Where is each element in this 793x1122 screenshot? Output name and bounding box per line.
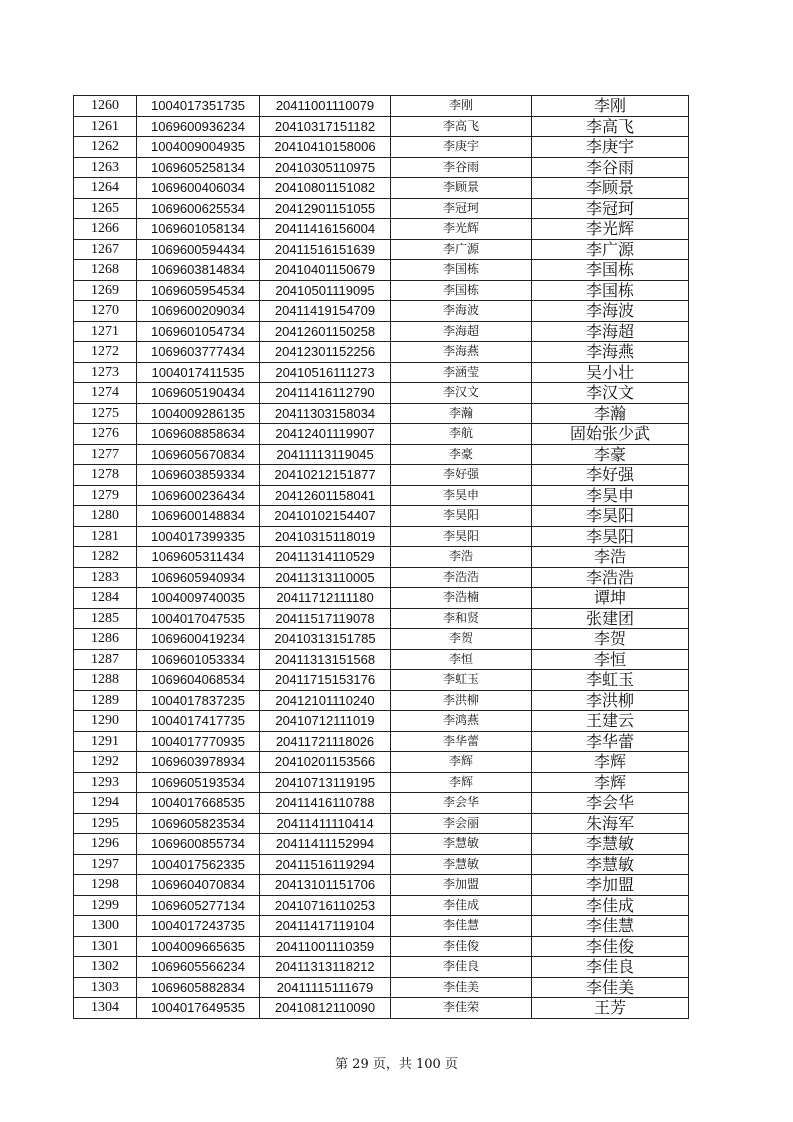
seq-cell: 1266	[74, 219, 137, 240]
id-cell: 1004017411535	[137, 362, 260, 383]
name-cell: 李航	[391, 424, 532, 445]
code-cell: 20412601150258	[260, 321, 391, 342]
id-cell: 1004009740035	[137, 588, 260, 609]
table-row	[74, 342, 689, 363]
signature-cell: 李佳良	[532, 957, 689, 978]
id-cell: 1004009286135	[137, 403, 260, 424]
name-cell: 李和贤	[391, 608, 532, 629]
code-cell: 20410713119195	[260, 772, 391, 793]
id-cell: 1004017243735	[137, 916, 260, 937]
seq-cell: 1279	[74, 485, 137, 506]
seq-cell: 1293	[74, 772, 137, 793]
seq-cell: 1271	[74, 321, 137, 342]
seq-cell: 1283	[74, 567, 137, 588]
code-cell: 20411417119104	[260, 916, 391, 937]
name-cell: 李刚	[391, 96, 532, 117]
seq-cell: 1274	[74, 383, 137, 404]
name-cell: 李顾景	[391, 178, 532, 199]
signature-cell: 李豪	[532, 444, 689, 465]
name-cell: 李贺	[391, 629, 532, 650]
id-cell: 1069605954534	[137, 280, 260, 301]
code-cell: 20410315118019	[260, 526, 391, 547]
id-cell: 1069600855734	[137, 834, 260, 855]
name-cell: 李慧敏	[391, 834, 532, 855]
seq-cell: 1303	[74, 977, 137, 998]
signature-cell: 李洪柳	[532, 690, 689, 711]
signature-cell: 李光辉	[532, 219, 689, 240]
code-cell: 20413101151706	[260, 875, 391, 896]
id-cell: 1069600406034	[137, 178, 260, 199]
name-cell: 李佳荣	[391, 998, 532, 1019]
code-cell: 20411416112790	[260, 383, 391, 404]
name-cell: 李庚宇	[391, 137, 532, 158]
table-row	[74, 813, 689, 834]
code-cell: 20411001110359	[260, 936, 391, 957]
signature-cell: 李华蕾	[532, 731, 689, 752]
id-cell: 1069600209034	[137, 301, 260, 322]
id-cell: 1004017351735	[137, 96, 260, 117]
seq-cell: 1300	[74, 916, 137, 937]
signature-cell: 李贺	[532, 629, 689, 650]
code-cell: 20412401119907	[260, 424, 391, 445]
seq-cell: 1278	[74, 465, 137, 486]
code-cell: 20410716110253	[260, 895, 391, 916]
name-cell: 李辉	[391, 772, 532, 793]
code-cell: 20410801151082	[260, 178, 391, 199]
table-row	[74, 178, 689, 199]
name-cell: 李昊申	[391, 485, 532, 506]
signature-cell: 李海燕	[532, 342, 689, 363]
table-row	[74, 280, 689, 301]
table-row	[74, 793, 689, 814]
seq-cell: 1288	[74, 670, 137, 691]
id-cell: 1069603814834	[137, 260, 260, 281]
code-cell: 20410401150679	[260, 260, 391, 281]
signature-cell: 谭坤	[532, 588, 689, 609]
signature-cell: 李虹玉	[532, 670, 689, 691]
id-cell: 1069600236434	[137, 485, 260, 506]
name-cell: 李佳美	[391, 977, 532, 998]
signature-cell: 李佳俊	[532, 936, 689, 957]
name-cell: 李会华	[391, 793, 532, 814]
table-row	[74, 301, 689, 322]
signature-cell: 朱海军	[532, 813, 689, 834]
name-cell: 李辉	[391, 752, 532, 773]
id-cell: 1069601053334	[137, 649, 260, 670]
name-cell: 李国栋	[391, 280, 532, 301]
code-cell: 20411313110005	[260, 567, 391, 588]
signature-cell: 李高飞	[532, 116, 689, 137]
signature-cell: 李佳慧	[532, 916, 689, 937]
seq-cell: 1261	[74, 116, 137, 137]
seq-cell: 1284	[74, 588, 137, 609]
signature-cell: 李辉	[532, 772, 689, 793]
signature-cell: 李佳成	[532, 895, 689, 916]
name-cell: 李会丽	[391, 813, 532, 834]
table-row	[74, 506, 689, 527]
name-cell: 李国栋	[391, 260, 532, 281]
seq-cell: 1302	[74, 957, 137, 978]
seq-cell: 1287	[74, 649, 137, 670]
table-row	[74, 957, 689, 978]
code-cell: 20412901151055	[260, 198, 391, 219]
code-cell: 20410516111273	[260, 362, 391, 383]
code-cell: 20410313151785	[260, 629, 391, 650]
code-cell: 20411516151639	[260, 239, 391, 260]
signature-cell: 吴小壮	[532, 362, 689, 383]
table-row	[74, 834, 689, 855]
name-cell: 李佳成	[391, 895, 532, 916]
name-cell: 李佳俊	[391, 936, 532, 957]
seq-cell: 1262	[74, 137, 137, 158]
signature-cell: 李海超	[532, 321, 689, 342]
code-cell: 20411416110788	[260, 793, 391, 814]
id-cell: 1069605258134	[137, 157, 260, 178]
name-cell: 李佳慧	[391, 916, 532, 937]
id-cell: 1069605566234	[137, 957, 260, 978]
code-cell: 20412301152256	[260, 342, 391, 363]
table-row	[74, 137, 689, 158]
id-cell: 1069605193534	[137, 772, 260, 793]
code-cell: 20411001110079	[260, 96, 391, 117]
id-cell: 1069608858634	[137, 424, 260, 445]
id-cell: 1069600625534	[137, 198, 260, 219]
table-row	[74, 465, 689, 486]
signature-cell: 王建云	[532, 711, 689, 732]
table-row	[74, 916, 689, 937]
seq-cell: 1294	[74, 793, 137, 814]
signature-cell: 李汉文	[532, 383, 689, 404]
id-cell: 1004017562335	[137, 854, 260, 875]
table-row	[74, 239, 689, 260]
signature-cell: 李会华	[532, 793, 689, 814]
name-cell: 李海波	[391, 301, 532, 322]
signature-cell: 李国栋	[532, 280, 689, 301]
code-cell: 20411313118212	[260, 957, 391, 978]
id-cell: 1004017770935	[137, 731, 260, 752]
name-cell: 李加盟	[391, 875, 532, 896]
table-row	[74, 567, 689, 588]
name-cell: 李慧敏	[391, 854, 532, 875]
seq-cell: 1276	[74, 424, 137, 445]
table-row	[74, 116, 689, 137]
table-row	[74, 936, 689, 957]
name-cell: 李豪	[391, 444, 532, 465]
name-cell: 李冠珂	[391, 198, 532, 219]
id-cell: 1004017837235	[137, 690, 260, 711]
id-cell: 1069603978934	[137, 752, 260, 773]
name-cell: 李瀚	[391, 403, 532, 424]
signature-cell: 李好强	[532, 465, 689, 486]
code-cell: 20411411152994	[260, 834, 391, 855]
signature-cell: 李国栋	[532, 260, 689, 281]
signature-cell: 李加盟	[532, 875, 689, 896]
name-cell: 李洪柳	[391, 690, 532, 711]
code-cell: 20411303158034	[260, 403, 391, 424]
signature-cell: 李刚	[532, 96, 689, 117]
seq-cell: 1272	[74, 342, 137, 363]
table-row	[74, 854, 689, 875]
seq-cell: 1304	[74, 998, 137, 1019]
table-row	[74, 895, 689, 916]
seq-cell: 1289	[74, 690, 137, 711]
seq-cell: 1295	[74, 813, 137, 834]
code-cell: 20411416156004	[260, 219, 391, 240]
id-cell: 1004009665635	[137, 936, 260, 957]
signature-cell: 李瀚	[532, 403, 689, 424]
name-cell: 李汉文	[391, 383, 532, 404]
signature-cell: 李广源	[532, 239, 689, 260]
seq-cell: 1281	[74, 526, 137, 547]
seq-cell: 1297	[74, 854, 137, 875]
seq-cell: 1269	[74, 280, 137, 301]
table-row	[74, 321, 689, 342]
page-footer: 第 29 页，共 100 页	[335, 1057, 458, 1072]
seq-cell: 1260	[74, 96, 137, 117]
id-cell: 1069605670834	[137, 444, 260, 465]
signature-cell: 李庚宇	[532, 137, 689, 158]
signature-cell: 李佳美	[532, 977, 689, 998]
seq-cell: 1267	[74, 239, 137, 260]
seq-cell: 1265	[74, 198, 137, 219]
name-cell: 李广源	[391, 239, 532, 260]
signature-cell: 李昊阳	[532, 526, 689, 547]
table-row	[74, 690, 689, 711]
name-cell: 李好强	[391, 465, 532, 486]
name-cell: 李昊阳	[391, 526, 532, 547]
id-cell: 1069605277134	[137, 895, 260, 916]
id-cell: 1069604070834	[137, 875, 260, 896]
seq-cell: 1270	[74, 301, 137, 322]
seq-cell: 1285	[74, 608, 137, 629]
id-cell: 1069605882834	[137, 977, 260, 998]
name-cell: 李恒	[391, 649, 532, 670]
signature-cell: 固始张少武	[532, 424, 689, 445]
signature-cell: 李顾景	[532, 178, 689, 199]
signature-cell: 李冠珂	[532, 198, 689, 219]
table-row	[74, 444, 689, 465]
code-cell: 20411314110529	[260, 547, 391, 568]
name-cell: 李谷雨	[391, 157, 532, 178]
signature-cell: 李昊申	[532, 485, 689, 506]
id-cell: 1069605311434	[137, 547, 260, 568]
name-cell: 李昊阳	[391, 506, 532, 527]
name-cell: 李海超	[391, 321, 532, 342]
name-cell: 李海燕	[391, 342, 532, 363]
seq-cell: 1286	[74, 629, 137, 650]
signature-cell: 李昊阳	[532, 506, 689, 527]
name-cell: 李浩楠	[391, 588, 532, 609]
table-row	[74, 977, 689, 998]
code-cell: 20412601158041	[260, 485, 391, 506]
id-cell: 1069600594434	[137, 239, 260, 260]
table-row	[74, 383, 689, 404]
code-cell: 20410410158006	[260, 137, 391, 158]
code-cell: 20410305110975	[260, 157, 391, 178]
signature-cell: 李辉	[532, 752, 689, 773]
code-cell: 20411715153176	[260, 670, 391, 691]
table-row	[74, 731, 689, 752]
name-cell: 李光辉	[391, 219, 532, 240]
seq-cell: 1280	[74, 506, 137, 527]
table-row	[74, 198, 689, 219]
signature-cell: 李慧敏	[532, 834, 689, 855]
code-cell: 20411411110414	[260, 813, 391, 834]
name-cell: 李虹玉	[391, 670, 532, 691]
name-cell: 李鸿燕	[391, 711, 532, 732]
seq-cell: 1263	[74, 157, 137, 178]
table-row	[74, 608, 689, 629]
code-cell: 20410102154407	[260, 506, 391, 527]
code-cell: 20411419154709	[260, 301, 391, 322]
table-row	[74, 403, 689, 424]
code-cell: 20411115111679	[260, 977, 391, 998]
id-cell: 1004017047535	[137, 608, 260, 629]
table-row	[74, 998, 689, 1019]
signature-cell: 王芳	[532, 998, 689, 1019]
name-cell: 李华蕾	[391, 731, 532, 752]
table-row	[74, 588, 689, 609]
id-cell: 1069603777434	[137, 342, 260, 363]
seq-cell: 1298	[74, 875, 137, 896]
id-cell: 1069605190434	[137, 383, 260, 404]
code-cell: 20411712111180	[260, 588, 391, 609]
code-cell: 20411517119078	[260, 608, 391, 629]
table-row	[74, 772, 689, 793]
seq-cell: 1264	[74, 178, 137, 199]
name-cell: 李浩	[391, 547, 532, 568]
id-cell: 1004017668535	[137, 793, 260, 814]
table-row	[74, 96, 689, 117]
id-cell: 1069600419234	[137, 629, 260, 650]
name-cell: 李浩浩	[391, 567, 532, 588]
id-cell: 1004017649535	[137, 998, 260, 1019]
id-cell: 1069603859334	[137, 465, 260, 486]
seq-cell: 1282	[74, 547, 137, 568]
table-row	[74, 362, 689, 383]
id-cell: 1069604068534	[137, 670, 260, 691]
seq-cell: 1268	[74, 260, 137, 281]
table-row	[74, 875, 689, 896]
id-cell: 1069601058134	[137, 219, 260, 240]
seq-cell: 1291	[74, 731, 137, 752]
table-row	[74, 752, 689, 773]
seq-cell: 1299	[74, 895, 137, 916]
code-cell: 20410201153566	[260, 752, 391, 773]
table-row	[74, 670, 689, 691]
seq-cell: 1277	[74, 444, 137, 465]
code-cell: 20411313151568	[260, 649, 391, 670]
code-cell: 20412101110240	[260, 690, 391, 711]
signature-cell: 李慧敏	[532, 854, 689, 875]
seq-cell: 1296	[74, 834, 137, 855]
id-cell: 1004017399335	[137, 526, 260, 547]
code-cell: 20411721118026	[260, 731, 391, 752]
table-row	[74, 219, 689, 240]
table-row	[74, 649, 689, 670]
code-cell: 20411113119045	[260, 444, 391, 465]
records-table-body	[74, 96, 689, 1019]
table-row	[74, 629, 689, 650]
seq-cell: 1290	[74, 711, 137, 732]
code-cell: 20410812110090	[260, 998, 391, 1019]
id-cell: 1004009004935	[137, 137, 260, 158]
name-cell: 李佳良	[391, 957, 532, 978]
table-row	[74, 260, 689, 281]
table-row	[74, 157, 689, 178]
seq-cell: 1292	[74, 752, 137, 773]
code-cell: 20410212151877	[260, 465, 391, 486]
signature-cell: 李谷雨	[532, 157, 689, 178]
seq-cell: 1275	[74, 403, 137, 424]
id-cell: 1069605823534	[137, 813, 260, 834]
name-cell: 李高飞	[391, 116, 532, 137]
records-table	[73, 95, 689, 1019]
table-row	[74, 485, 689, 506]
signature-cell: 李海波	[532, 301, 689, 322]
signature-cell: 张建团	[532, 608, 689, 629]
signature-cell: 李浩	[532, 547, 689, 568]
id-cell: 1069605940934	[137, 567, 260, 588]
table-row	[74, 547, 689, 568]
table-row	[74, 526, 689, 547]
id-cell: 1069601054734	[137, 321, 260, 342]
code-cell: 20410317151182	[260, 116, 391, 137]
id-cell: 1069600936234	[137, 116, 260, 137]
name-cell: 李涵莹	[391, 362, 532, 383]
seq-cell: 1273	[74, 362, 137, 383]
code-cell: 20410501119095	[260, 280, 391, 301]
seq-cell: 1301	[74, 936, 137, 957]
id-cell: 1069600148834	[137, 506, 260, 527]
signature-cell: 李恒	[532, 649, 689, 670]
table-row	[74, 424, 689, 445]
id-cell: 1004017417735	[137, 711, 260, 732]
table-row	[74, 711, 689, 732]
code-cell: 20410712111019	[260, 711, 391, 732]
signature-cell: 李浩浩	[532, 567, 689, 588]
code-cell: 20411516119294	[260, 854, 391, 875]
